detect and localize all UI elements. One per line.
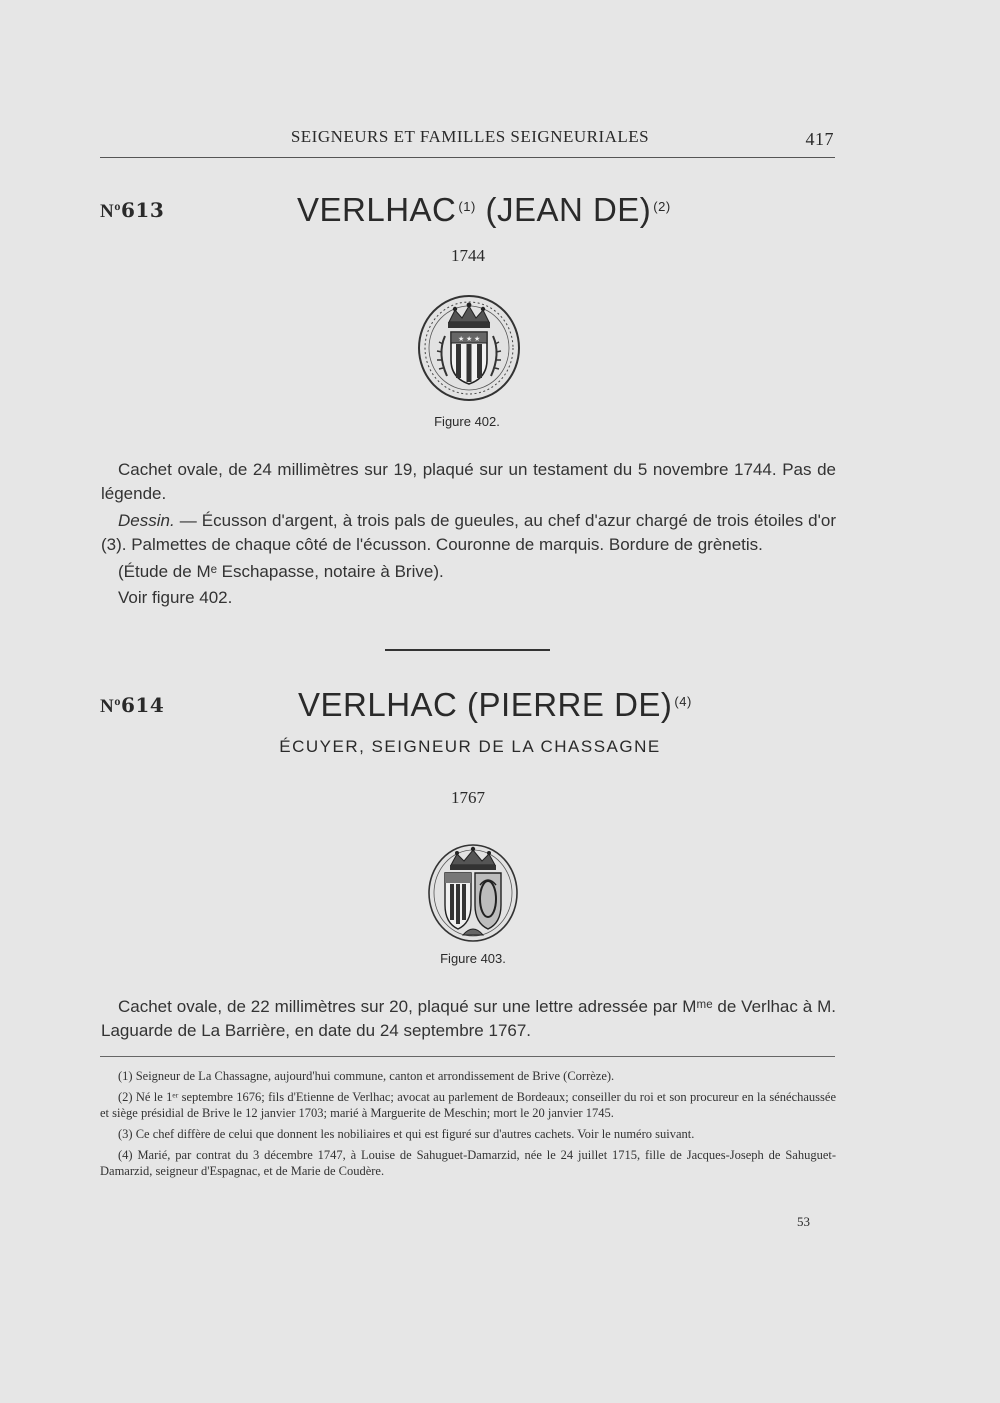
svg-text:★: ★ [458,335,465,343]
entry-description-613 [101,458,836,610]
entry-title-given-name: (JEAN DE) [485,191,652,228]
running-head-title: SEIGNEURS ET FAMILLES SEIGNEURIALES [290,127,650,146]
figure-caption-403: Figure 403. [440,951,506,966]
figure-caption-402: Figure 402. [434,414,500,429]
entry-number-614 [100,693,164,718]
footnote-2: (2) Né le 1ᵉʳ septembre 1676; fils d'Etienne de Verlhac; avocat au parlement de Bordeaux; conseiller du roi et son procureur en la sénéchaussée et siège présidial de Brive le 12 janvier 1703; marié à Marguerite de Meschin; mort le 20 janvier 1745. [100,1090,836,1120]
footnotes [100,1068,836,1184]
footnote-rule [100,1056,835,1057]
footnote-4: (4) Marié, par contrat du 3 décembre 1747, à Louise de Sahuguet-Damarzid, née le 24 juillet 1715, fille de Jacques-Joseph de Sahuguet-Damarzid, seigneur d'Espagnac, et de Marie de Coudère. [100,1148,836,1178]
description-see-figure: Voir figure 402. [118,588,233,607]
entry-subtitle-614: ÉCUYER, SEIGNEUR DE LA CHASSAGNE [279,737,661,756]
footnote-1: (1) Seigneur de La Chassagne, aujourd'hui commune, canton et arrondissement de Brive (Corrèze). [118,1069,615,1083]
page-number: 417 [805,129,834,149]
entry-title-name: VERLHAC [297,191,457,228]
entry-number-value: 614 [121,693,165,717]
footnote-3: (3) Ce chef diffère de celui que donnent les nobiliaires et qui est figuré sur d'autres cachets. Voir le numéro suivant. [118,1127,695,1141]
entry-year-614: 1767 [451,788,485,807]
design-text: — Écusson d'argent, à trois pals de gueules, au chef d'azur chargé de trois étoiles d'or (3). Palmettes de chaque côté de l'écusson. Couronne de marquis. Bordure de grènetis. [101,511,836,554]
footnote-ref-4: (4) [674,694,692,709]
header-rule [100,157,835,158]
footnote-ref-1: (1) [458,199,476,214]
entry-year-613: 1744 [451,246,485,265]
entry-title-name: VERLHAC (PIERRE DE) [298,686,673,723]
description-paragraph: Cachet ovale, de 22 millimètres sur 20, plaqué sur une lettre adressée par Mᵐᵉ de Verlhac à M. Laguarde de La Barrière, en date du 24 septembre 1767. [101,997,836,1040]
signature-mark: 53 [797,1214,810,1229]
entry-title-613 [297,191,671,229]
entry-description-614 [101,995,836,1043]
svg-text:★: ★ [466,335,473,343]
seal-figure-403 [425,835,521,945]
entry-number-prefix: Nº [100,201,121,222]
design-label: Dessin. [118,511,175,530]
entry-number-prefix: Nº [100,696,121,717]
description-paragraph: Cachet ovale, de 24 millimètres sur 19, plaqué sur un testament du 5 novembre 1744. Pas de légende. [101,460,836,503]
section-divider [385,649,550,651]
description-source: (Étude de Mᵉ Eschapasse, notaire à Brive). [118,562,444,581]
footnote-ref-2: (2) [653,199,671,214]
running-head [100,125,840,155]
entry-number-613 [100,198,164,223]
entry-number-value: 613 [121,198,165,222]
seal-figure-402 [415,292,523,402]
svg-text:★: ★ [474,335,481,343]
entry-title-614 [298,686,692,724]
description-design-paragraph [101,509,836,557]
